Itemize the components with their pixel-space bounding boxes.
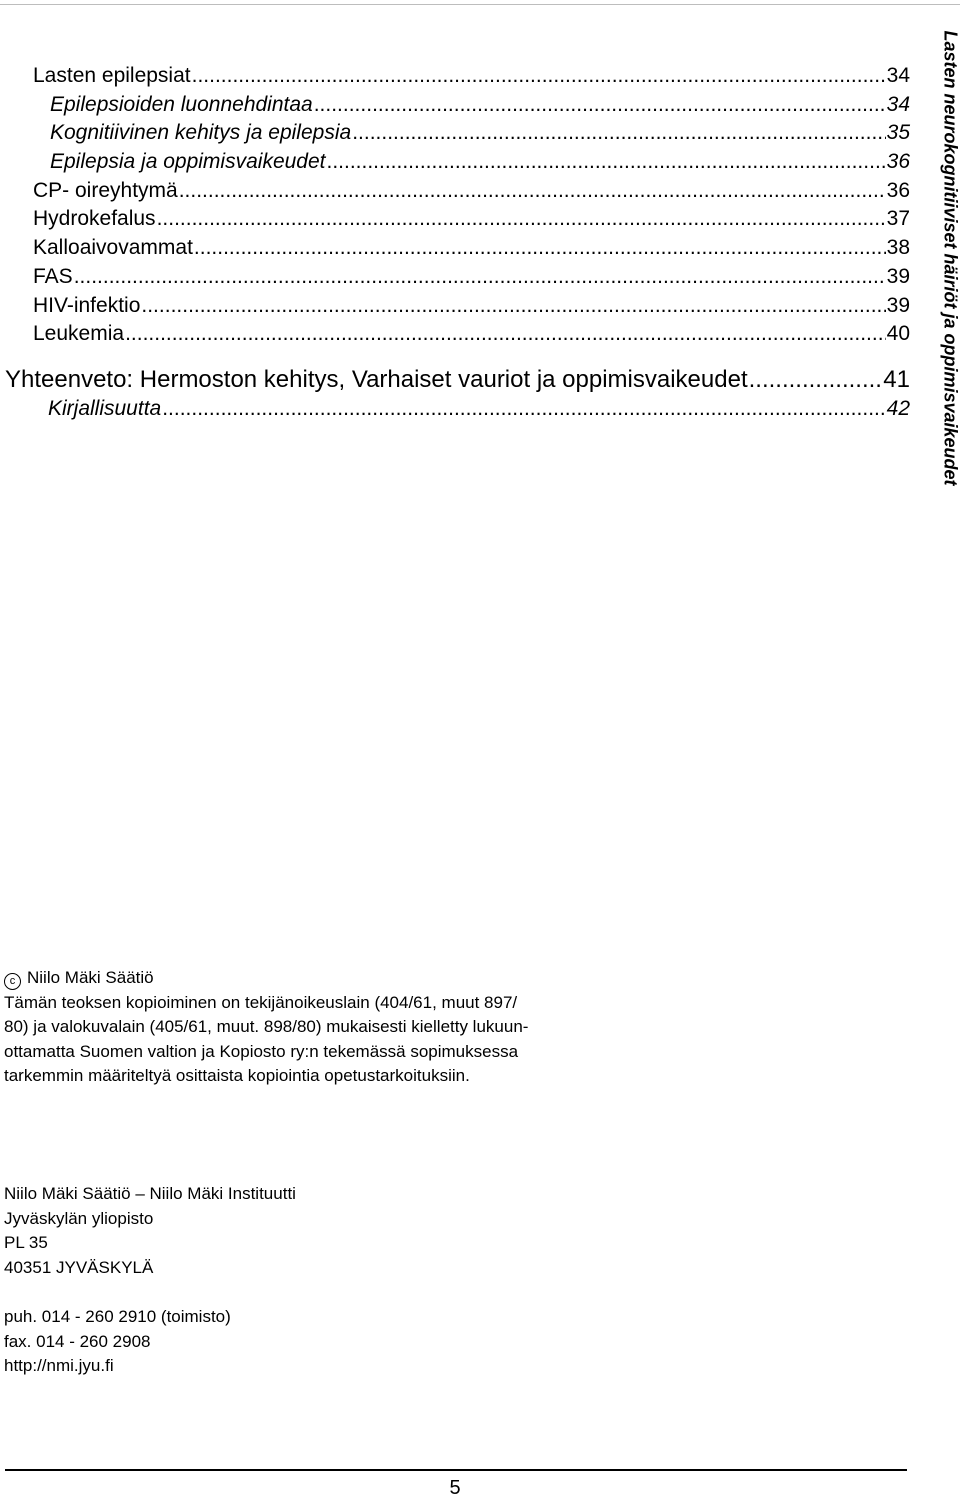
- toc-entry-page: 34: [886, 92, 910, 116]
- copyright-holder-line: [4, 966, 544, 991]
- copyright-notice: [4, 966, 544, 1089]
- dot-leader: [749, 361, 883, 399]
- footer-rule: [5, 1469, 907, 1471]
- toc-entry-page: 39: [886, 264, 910, 288]
- toc-entry[interactable]: [0, 62, 910, 91]
- toc-entry-page: 37: [886, 207, 910, 231]
- toc-entry-label: Kognitiivinen kehitys ja epilepsia: [50, 121, 352, 145]
- address-line: Niilo Mäki Säätiö – Niilo Mäki Instituutti: [4, 1184, 296, 1203]
- toc-entry[interactable]: [0, 320, 910, 349]
- toc-entry-page: 34: [886, 64, 910, 87]
- toc-entry-page: 42: [886, 396, 910, 420]
- toc-entry-page: 36: [886, 178, 910, 202]
- toc-entry-label: Hydrokefalus: [33, 207, 156, 231]
- toc-entry-references[interactable]: [0, 395, 910, 424]
- phone-number: puh. 014 - 260 2910 (toimisto): [4, 1307, 231, 1326]
- toc-entry-page: 39: [886, 293, 910, 317]
- dot-leader: [141, 292, 885, 321]
- dot-leader: [314, 91, 886, 120]
- copyright-text-line: 80) ja valokuvalain (405/61, muut. 898/80) mukaisesti kielletty lukuun-: [4, 1017, 529, 1036]
- table-of-contents: [0, 62, 910, 424]
- address-line: Jyväskylän yliopisto: [4, 1208, 154, 1228]
- publisher-address: [4, 1182, 296, 1280]
- copyright-text-line: Tämän teoksen kopioiminen on tekijänoikeuslain (404/61, muut 897/: [4, 992, 518, 1012]
- running-header: [936, 22, 960, 494]
- toc-entry-label: Epilepsioiden luonnehdintaa: [50, 92, 313, 116]
- running-header-text: Lasten neurokognitiiviset häiriöt ja oppimisvaikeudet: [940, 30, 960, 486]
- toc-entry[interactable]: [0, 234, 910, 263]
- toc-entry-label: Lasten epilepsiat: [33, 64, 191, 87]
- page-number: 5: [449, 1477, 461, 1499]
- toc-entry-page: 35: [886, 121, 910, 145]
- dot-leader: [194, 234, 886, 263]
- toc-entry-page: 36: [886, 150, 910, 174]
- toc-entry-label: CP- oireyhtymä: [33, 178, 178, 202]
- address-line: PL 35: [4, 1233, 48, 1252]
- copyright-holder: Niilo Mäki Säätiö: [27, 968, 154, 987]
- toc-entry[interactable]: [0, 263, 910, 292]
- copyright-icon: c: [4, 973, 21, 990]
- website-link[interactable]: http://nmi.jyu.fi: [4, 1356, 114, 1375]
- dot-leader: [327, 148, 886, 177]
- copyright-text-line: tarkemmin määriteltyä osittaista kopiointia opetustarkoituksiin.: [4, 1066, 470, 1085]
- toc-entry[interactable]: [0, 148, 910, 177]
- dot-leader: [125, 320, 886, 349]
- toc-entry-label: FAS: [33, 264, 73, 288]
- fax-number: fax. 014 - 260 2908: [4, 1331, 151, 1351]
- dot-leader: [192, 62, 886, 91]
- toc-entry[interactable]: [0, 91, 910, 120]
- toc-entry[interactable]: [0, 119, 910, 148]
- toc-entry[interactable]: [0, 177, 910, 206]
- dot-leader: [74, 263, 886, 292]
- dot-leader: [352, 119, 885, 148]
- toc-entry-page: 40: [886, 322, 910, 346]
- top-rule: [0, 4, 960, 5]
- dot-leader: [179, 177, 886, 206]
- toc-entry-page: 41: [883, 365, 910, 393]
- toc-entry-label: Kalloaivovammat: [33, 236, 193, 260]
- toc-entry[interactable]: [0, 292, 910, 321]
- toc-entry[interactable]: [0, 205, 910, 234]
- dot-leader: [162, 395, 885, 424]
- toc-entry-label: HIV-infektio: [33, 293, 141, 317]
- address-line: 40351 JYVÄSKYLÄ: [4, 1257, 154, 1277]
- dot-leader: [157, 205, 886, 234]
- toc-entry-label: Epilepsia ja oppimisvaikeudet: [50, 150, 326, 174]
- toc-entry-page: 38: [886, 236, 910, 260]
- copyright-text-line: ottamatta Suomen valtion ja Kopiosto ry:n tekemässä sopimuksessa: [4, 1041, 519, 1061]
- toc-entry-label: Yhteenveto: Hermoston kehitys, Varhaiset vauriot ja oppimisvaikeudet: [5, 365, 748, 393]
- publisher-contacts: [4, 1305, 231, 1379]
- toc-entry-label: Leukemia: [33, 322, 125, 346]
- toc-entry-label: Kirjallisuutta: [48, 396, 162, 420]
